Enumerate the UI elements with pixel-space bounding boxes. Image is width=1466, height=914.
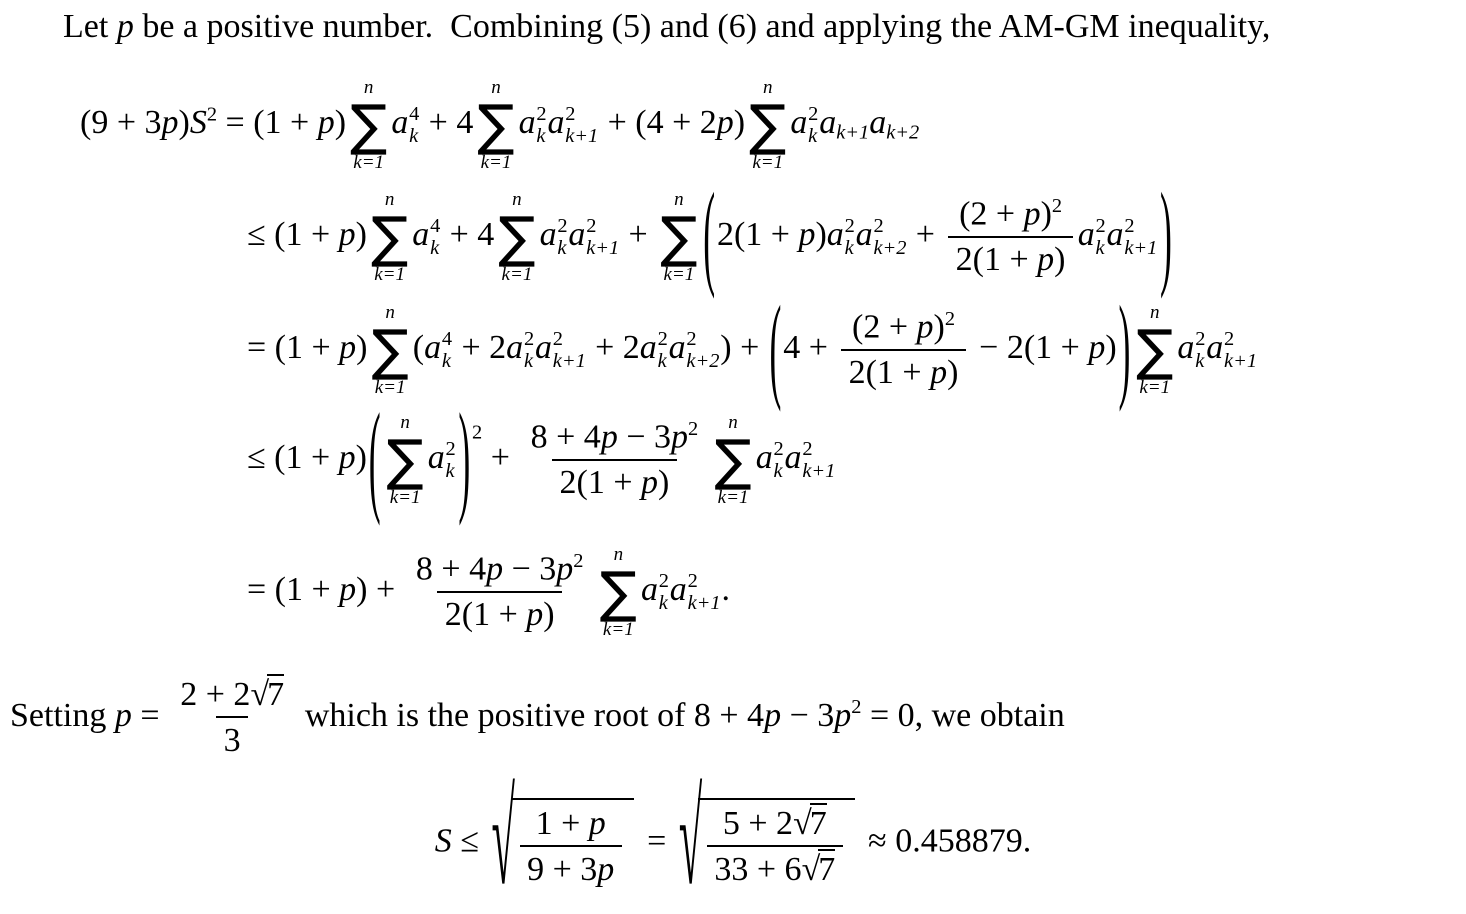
big-paren-right: )	[458, 387, 471, 528]
radical-sign: √	[801, 850, 821, 888]
math-run: 5 + 2	[722, 805, 794, 842]
math-run: 1 +	[535, 805, 589, 842]
variable-a: a	[790, 104, 808, 142]
superscript: 2	[802, 438, 813, 461]
superscript: 2	[844, 215, 855, 238]
variable-a: a	[1177, 329, 1195, 367]
variable-p: p	[339, 571, 357, 609]
math-run: +	[620, 216, 657, 254]
superscript: 2	[687, 570, 698, 593]
variable-a: a	[855, 216, 873, 254]
summation	[372, 303, 409, 397]
variable-a: a	[1077, 216, 1095, 254]
math-run: 2(1 +	[716, 216, 799, 254]
variable-p: p	[338, 216, 356, 254]
variable-a: a	[534, 329, 552, 367]
math-run: Let	[63, 8, 117, 45]
superscript: 2	[472, 421, 483, 444]
math-run: ) +	[356, 571, 404, 609]
math-run: )	[658, 464, 670, 502]
variable-p: p	[1037, 241, 1055, 279]
math-run: + 4	[441, 216, 495, 254]
variable-a: a	[640, 571, 658, 609]
superscript: 2	[1051, 194, 1063, 217]
numerator	[523, 418, 706, 459]
sum-upper-limit: n	[385, 302, 395, 323]
sigma-symbol: ∑	[599, 559, 637, 624]
superscript: 2	[586, 215, 597, 238]
script-stack	[430, 215, 440, 259]
subscript: k	[445, 460, 455, 483]
equation-line-4	[247, 387, 836, 528]
sum-lower-limit: k=1	[663, 264, 695, 286]
variable-a: a	[668, 329, 686, 367]
denominator	[216, 716, 248, 759]
subscript: k	[773, 460, 783, 483]
superscript: 2	[552, 328, 563, 351]
math-run: ≈ 0.458879.	[859, 822, 1032, 860]
sum-upper-limit: n	[728, 412, 738, 433]
math-run: 33 + 6	[714, 850, 802, 888]
superscript: 2	[557, 215, 568, 238]
variable-p: p	[798, 216, 816, 254]
variable-p: p	[600, 418, 618, 456]
subscript: k	[557, 237, 567, 260]
variable-a: a	[539, 216, 557, 254]
subscript: k	[808, 125, 818, 148]
script-stack	[1124, 215, 1157, 259]
variable-p: p	[916, 308, 934, 346]
sum-upper-limit: n	[384, 189, 395, 210]
math-run: + 2	[452, 329, 507, 367]
sum-lower-limit: k=1	[501, 264, 533, 286]
superscript: 2	[1224, 328, 1235, 351]
math-run: )	[947, 354, 959, 392]
variable-p: p	[588, 805, 606, 842]
variable-a: a	[669, 571, 687, 609]
radicand: 7	[809, 805, 827, 842]
sum-lower-limit: k=1	[717, 487, 749, 509]
superscript: 4	[409, 103, 420, 126]
variable-p: p	[671, 418, 688, 456]
math-run: +	[907, 216, 944, 254]
superscript: 2	[808, 103, 819, 126]
math-run: =	[131, 696, 169, 734]
variable-S: S	[434, 822, 452, 860]
math-run: = 0, we obtain	[861, 696, 1065, 734]
variable-p: p	[641, 464, 658, 502]
variable-a: a	[826, 216, 844, 254]
sum-upper-limit: n	[674, 189, 684, 210]
math-run: ≤ (1 +	[247, 439, 339, 477]
math-run: 2(1 +	[559, 464, 641, 502]
math-run: = (1 +	[247, 329, 340, 367]
variable-p: p	[716, 104, 734, 142]
math-run: =	[638, 822, 675, 860]
summation	[371, 190, 408, 284]
superscript: 2	[658, 570, 669, 593]
variable-p: p	[338, 439, 356, 477]
denominator	[437, 591, 562, 634]
math-run: .	[721, 571, 730, 609]
math-run: 2 + 2	[180, 676, 251, 713]
fraction	[173, 676, 292, 760]
math-run: )	[933, 308, 945, 346]
superscript: 2	[873, 215, 884, 238]
summation	[715, 413, 752, 507]
numerator	[952, 195, 1070, 236]
script-stack	[565, 103, 598, 147]
superscript: 2	[688, 417, 699, 440]
math-run: )	[733, 104, 746, 142]
subscript: k	[1195, 350, 1205, 373]
final-equation	[0, 768, 1466, 914]
superscript: 4	[430, 215, 441, 238]
math-run: )	[815, 216, 827, 254]
superscript: 2	[1095, 215, 1106, 238]
sum-upper-limit: n	[613, 544, 624, 565]
sigma-symbol: ∑	[660, 204, 698, 269]
superscript: 2	[573, 549, 584, 572]
math-run: +	[482, 439, 519, 477]
variable-p: p	[556, 550, 574, 588]
sigma-symbol: ∑	[371, 317, 409, 382]
script-stack	[446, 438, 456, 482]
superscript: 2	[523, 328, 535, 351]
big-paren-left: (	[703, 168, 716, 301]
denominator	[948, 236, 1073, 279]
variable-a: a	[784, 439, 802, 477]
subscript: k+2	[886, 121, 920, 144]
variable-a: a	[639, 329, 657, 367]
variable-a: a	[424, 329, 442, 367]
script-stack	[442, 328, 452, 372]
square-root	[678, 768, 856, 914]
script-stack	[524, 328, 534, 372]
sigma-symbol: ∑	[749, 92, 787, 157]
script-stack	[553, 328, 586, 372]
superscript: 2	[657, 328, 668, 351]
script-stack	[557, 215, 567, 259]
variable-a: a	[547, 104, 565, 142]
math-run: + 4	[420, 104, 474, 142]
math-run: 9 + 3	[527, 850, 598, 888]
subscript: k+2	[686, 350, 720, 373]
superscript: 2	[536, 103, 547, 126]
equation-line-5	[247, 545, 730, 639]
variable-a: a	[412, 216, 430, 254]
sum-lower-limit: k=1	[480, 152, 512, 174]
math-run: 2(1 +	[848, 354, 931, 392]
fraction	[523, 418, 706, 503]
variable-S: S	[189, 104, 207, 142]
subscript: k	[658, 592, 668, 615]
script-stack	[802, 438, 835, 482]
script-stack	[1096, 215, 1106, 259]
math-run: 2(1 +	[444, 596, 527, 634]
script-stack	[873, 215, 906, 259]
math-run: which is the positive root of 8 + 4	[296, 696, 765, 734]
math-run: + 2	[586, 329, 640, 367]
summation	[498, 190, 535, 284]
variable-a: a	[568, 216, 586, 254]
sigma-symbol: ∑	[386, 427, 424, 492]
subscript: k	[844, 237, 854, 260]
big-paren-left: (	[769, 281, 782, 414]
sum-lower-limit: k=1	[1139, 377, 1171, 399]
math-run: (	[412, 329, 425, 367]
subscript: k	[536, 125, 546, 148]
math-run: − 3	[781, 696, 835, 734]
math-run: − 3	[503, 550, 557, 588]
superscript: 2	[686, 328, 697, 351]
math-run: )	[355, 216, 367, 254]
radical-sign: √	[250, 676, 270, 713]
fraction	[520, 805, 622, 889]
math-run: )	[355, 439, 367, 477]
variable-a: a	[1106, 216, 1124, 254]
variable-a: a	[869, 104, 887, 142]
math-run: Setting	[10, 696, 115, 734]
sum-upper-limit: n	[762, 77, 773, 98]
summation	[660, 190, 697, 284]
big-paren-right: )	[1118, 281, 1131, 414]
sum-upper-limit: n	[400, 412, 410, 433]
variable-p: p	[1088, 329, 1106, 367]
variable-p: p	[161, 104, 179, 142]
math-run: 8 + 4	[530, 418, 601, 456]
radicand: 7	[818, 850, 836, 888]
superscript: 2	[206, 103, 218, 126]
numerator	[408, 550, 591, 591]
sigma-symbol: ∑	[714, 427, 752, 492]
sum-lower-limit: k=1	[602, 619, 634, 641]
script-stack	[688, 570, 721, 614]
sigma-symbol: ∑	[498, 204, 536, 269]
math-run: 3	[223, 721, 241, 759]
sigma-symbol: ∑	[350, 92, 388, 157]
sum-lower-limit: k=1	[374, 377, 406, 399]
variable-p: p	[834, 696, 852, 734]
setting-sentence	[10, 676, 1065, 760]
superscript: 2	[1124, 215, 1135, 238]
math-run: ≤ (1 +	[247, 216, 339, 254]
variable-a: a	[506, 329, 524, 367]
sum-upper-limit: n	[512, 189, 522, 210]
math-run: (2 +	[959, 195, 1024, 233]
radicand: 7	[267, 676, 285, 713]
summation	[477, 78, 514, 172]
summation	[387, 413, 424, 507]
script-stack	[659, 570, 669, 614]
summation	[350, 78, 387, 172]
subscript: k+1	[586, 237, 620, 260]
radical-sign: √	[678, 768, 703, 914]
variable-p: p	[486, 550, 504, 588]
superscript: 2	[565, 103, 576, 126]
variable-a: a	[518, 104, 536, 142]
subscript: k+1	[552, 350, 586, 373]
superscript: 2	[445, 438, 456, 461]
subscript: k+2	[873, 237, 907, 260]
fraction	[707, 805, 843, 889]
superscript: 2	[1195, 328, 1206, 351]
fraction	[841, 308, 966, 393]
summation	[1136, 303, 1173, 397]
math-run: )	[178, 104, 190, 142]
superscript: 2	[944, 307, 956, 330]
intro-sentence	[63, 8, 1270, 46]
subscript: k	[657, 350, 667, 373]
subscript: k	[441, 350, 451, 373]
script-stack	[845, 215, 855, 259]
subscript: k	[409, 125, 419, 148]
script-stack	[536, 103, 546, 147]
variable-p: p	[764, 696, 782, 734]
math-run: ) +	[720, 329, 768, 367]
math-run: 8 + 4	[415, 550, 487, 588]
variable-p: p	[930, 354, 948, 392]
variable-a: a	[1206, 329, 1224, 367]
math-run: (2 +	[852, 308, 917, 346]
script-stack	[1224, 328, 1257, 372]
math-run: + (4 + 2	[599, 104, 717, 142]
equation-line-1	[80, 78, 919, 172]
sum-lower-limit: k=1	[752, 152, 784, 174]
numerator	[173, 676, 292, 716]
denominator	[841, 349, 966, 392]
variable-p: p	[116, 8, 134, 45]
variable-a: a	[755, 439, 773, 477]
sum-upper-limit: n	[1149, 302, 1160, 323]
superscript: 2	[851, 696, 862, 719]
denominator	[707, 845, 843, 888]
sum-lower-limit: k=1	[389, 487, 421, 509]
math-run: 4 +	[783, 329, 837, 367]
big-paren-right: )	[1159, 168, 1172, 301]
subscript: k+1	[565, 125, 599, 148]
math-run: = (1 +	[217, 104, 318, 142]
equation-line-2	[247, 168, 1174, 301]
radicand	[698, 798, 855, 889]
sum-upper-limit: n	[491, 77, 501, 98]
script-stack	[1195, 328, 1205, 372]
math-run: 2(1 +	[955, 241, 1038, 279]
subscript: k+1	[687, 592, 721, 615]
sum-lower-limit: k=1	[374, 264, 406, 286]
subscript: k+1	[1124, 237, 1158, 260]
superscript: 4	[441, 328, 453, 351]
variable-p: p	[317, 104, 335, 142]
sum-lower-limit: k=1	[353, 152, 385, 174]
script-stack	[808, 103, 818, 147]
variable-p: p	[597, 850, 615, 888]
fraction	[948, 195, 1073, 280]
variable-a: a	[427, 439, 445, 477]
script-stack	[409, 103, 419, 147]
square-root	[491, 768, 635, 914]
math-run: = (1 +	[247, 571, 340, 609]
math-run: − 2(1 +	[970, 329, 1089, 367]
equation-line-3	[247, 281, 1258, 414]
sigma-symbol: ∑	[1136, 317, 1174, 382]
variable-p: p	[1023, 195, 1041, 233]
numerator	[528, 805, 613, 845]
subscript: k+1	[802, 460, 836, 483]
math-run: )	[334, 104, 347, 142]
subscript: k+1	[836, 121, 870, 144]
radical-sign: √	[793, 805, 812, 842]
subscript: k	[523, 350, 533, 373]
sum-upper-limit: n	[363, 77, 374, 98]
subscript: k+1	[1224, 350, 1258, 373]
script-stack	[586, 215, 619, 259]
script-stack	[686, 328, 719, 372]
superscript: 2	[773, 438, 784, 461]
variable-p: p	[114, 696, 132, 734]
sigma-symbol: ∑	[477, 92, 515, 157]
script-stack	[774, 438, 784, 482]
radical-sign: √	[491, 768, 515, 914]
big-paren-left: (	[368, 387, 381, 528]
sigma-symbol: ∑	[371, 204, 409, 269]
math-run: )	[1105, 329, 1117, 367]
numerator	[845, 308, 963, 349]
math-run: )	[356, 329, 368, 367]
summation	[749, 78, 786, 172]
denominator	[552, 459, 677, 502]
math-run: )	[543, 596, 555, 634]
subscript: k	[1095, 237, 1105, 260]
math-run: )	[1054, 241, 1066, 279]
subscript: k	[430, 237, 440, 260]
numerator	[715, 805, 834, 845]
variable-p: p	[339, 329, 357, 367]
denominator	[520, 845, 622, 888]
math-run: be a positive number. Combining (5) and (6) and applying the AM-GM inequality,	[133, 8, 1271, 45]
fraction	[408, 550, 591, 635]
math-run: )	[1040, 195, 1052, 233]
variable-a: a	[391, 104, 409, 142]
math-run: ≤	[451, 822, 488, 860]
radicand	[511, 798, 635, 889]
variable-a: a	[819, 104, 837, 142]
math-run: (9 + 3	[80, 104, 162, 142]
summation	[600, 545, 637, 639]
script-stack	[658, 328, 668, 372]
variable-p: p	[526, 596, 544, 634]
math-run: − 3	[617, 418, 671, 456]
